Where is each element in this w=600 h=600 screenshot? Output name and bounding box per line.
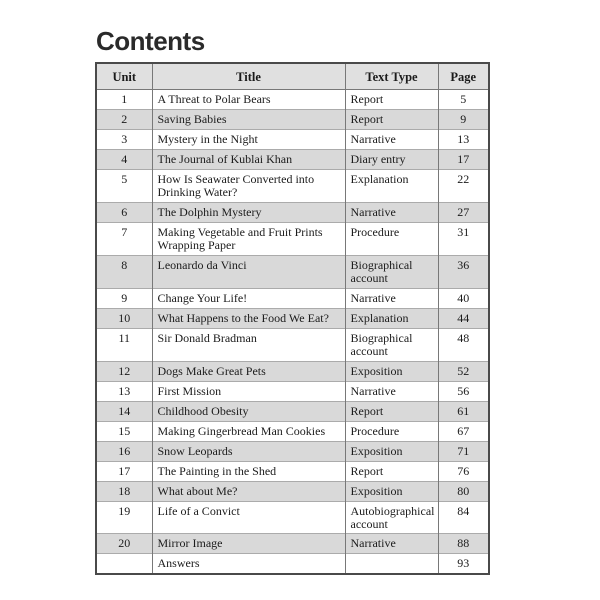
table-row (96, 150, 489, 170)
title-cell: The Painting in the Shed (152, 461, 345, 481)
page-cell: 17 (438, 150, 489, 170)
unit-cell: 14 (96, 401, 152, 421)
title-cell: Answers (152, 554, 345, 574)
page-cell: 80 (438, 481, 489, 501)
text-type-cell: Explanation (345, 308, 438, 328)
text-type-cell: Narrative (345, 130, 438, 150)
page-cell: 84 (438, 501, 489, 534)
unit-cell: 6 (96, 202, 152, 222)
unit-cell: 17 (96, 461, 152, 481)
text-type-cell: Exposition (345, 441, 438, 461)
text-type-cell: Biographical account (345, 255, 438, 288)
text-type-cell: Exposition (345, 481, 438, 501)
page-cell: 88 (438, 534, 489, 554)
unit-cell: 13 (96, 381, 152, 401)
text-type-cell: Report (345, 90, 438, 110)
unit-cell: 18 (96, 481, 152, 501)
table-row (96, 222, 489, 255)
text-type-cell: Biographical account (345, 328, 438, 361)
text-type-cell: Narrative (345, 288, 438, 308)
text-type-cell: Report (345, 110, 438, 130)
unit-cell: 20 (96, 534, 152, 554)
title-cell: Life of a Convict (152, 501, 345, 534)
table-row (96, 554, 489, 574)
text-type-cell: Procedure (345, 421, 438, 441)
table-row (96, 110, 489, 130)
table-row (96, 534, 489, 554)
contents-table-body (96, 90, 489, 574)
title-cell: A Threat to Polar Bears (152, 90, 345, 110)
page-cell: 36 (438, 255, 489, 288)
title-cell: Making Gingerbread Man Cookies (152, 421, 345, 441)
title-cell: Leonardo da Vinci (152, 255, 345, 288)
unit-cell: 16 (96, 441, 152, 461)
title-cell: How Is Seawater Converted into Drinking Water? (152, 170, 345, 203)
title-cell: First Mission (152, 381, 345, 401)
page-cell: 5 (438, 90, 489, 110)
unit-cell: 19 (96, 501, 152, 534)
text-type-cell: Exposition (345, 361, 438, 381)
table-row (96, 202, 489, 222)
page-cell: 40 (438, 288, 489, 308)
unit-cell: 8 (96, 255, 152, 288)
table-row (96, 288, 489, 308)
page-cell: 93 (438, 554, 489, 574)
title-cell: Making Vegetable and Fruit Prints Wrapping Paper (152, 222, 345, 255)
text-type-cell: Report (345, 401, 438, 421)
text-type-cell: Narrative (345, 381, 438, 401)
unit-cell: 2 (96, 110, 152, 130)
unit-cell: 3 (96, 130, 152, 150)
header-text-type: Text Type (345, 63, 438, 90)
title-cell: Snow Leopards (152, 441, 345, 461)
unit-cell: 9 (96, 288, 152, 308)
page-cell: 48 (438, 328, 489, 361)
table-row (96, 90, 489, 110)
table-row (96, 481, 489, 501)
page-cell: 22 (438, 170, 489, 203)
title-cell: What Happens to the Food We Eat? (152, 308, 345, 328)
unit-cell: 12 (96, 361, 152, 381)
title-cell: What about Me? (152, 481, 345, 501)
title-cell: Mirror Image (152, 534, 345, 554)
table-row (96, 130, 489, 150)
page-cell: 76 (438, 461, 489, 481)
unit-cell (96, 554, 152, 574)
text-type-cell: Explanation (345, 170, 438, 203)
page-cell: 56 (438, 381, 489, 401)
header-unit: Unit (96, 63, 152, 90)
header-page: Page (438, 63, 489, 90)
text-type-cell (345, 554, 438, 574)
title-cell: The Journal of Kublai Khan (152, 150, 345, 170)
unit-cell: 15 (96, 421, 152, 441)
page-cell: 44 (438, 308, 489, 328)
table-row (96, 328, 489, 361)
table-row (96, 461, 489, 481)
page-cell: 61 (438, 401, 489, 421)
table-row (96, 401, 489, 421)
text-type-cell: Diary entry (345, 150, 438, 170)
unit-cell: 5 (96, 170, 152, 203)
unit-cell: 11 (96, 328, 152, 361)
text-type-cell: Narrative (345, 534, 438, 554)
page-title: Contents (96, 26, 205, 56)
page-cell: 52 (438, 361, 489, 381)
table-row (96, 441, 489, 461)
title-cell: Mystery in the Night (152, 130, 345, 150)
unit-cell: 7 (96, 222, 152, 255)
text-type-cell: Narrative (345, 202, 438, 222)
header-row (96, 63, 489, 90)
title-cell: Sir Donald Bradman (152, 328, 345, 361)
page-cell: 9 (438, 110, 489, 130)
table-row (96, 255, 489, 288)
title-cell: Childhood Obesity (152, 401, 345, 421)
text-type-cell: Procedure (345, 222, 438, 255)
unit-cell: 4 (96, 150, 152, 170)
unit-cell: 1 (96, 90, 152, 110)
header-title: Title (152, 63, 345, 90)
table-row (96, 361, 489, 381)
table-row (96, 170, 489, 203)
page-cell: 27 (438, 202, 489, 222)
table-row (96, 421, 489, 441)
table-row (96, 501, 489, 534)
unit-cell: 10 (96, 308, 152, 328)
page-cell: 31 (438, 222, 489, 255)
title-cell: Change Your Life! (152, 288, 345, 308)
table-row (96, 308, 489, 328)
page-cell: 71 (438, 441, 489, 461)
contents-table (95, 62, 490, 575)
title-cell: Saving Babies (152, 110, 345, 130)
text-type-cell: Report (345, 461, 438, 481)
title-cell: The Dolphin Mystery (152, 202, 345, 222)
page-cell: 13 (438, 130, 489, 150)
text-type-cell: Autobiographical account (345, 501, 438, 534)
table-row (96, 381, 489, 401)
title-cell: Dogs Make Great Pets (152, 361, 345, 381)
page-cell: 67 (438, 421, 489, 441)
